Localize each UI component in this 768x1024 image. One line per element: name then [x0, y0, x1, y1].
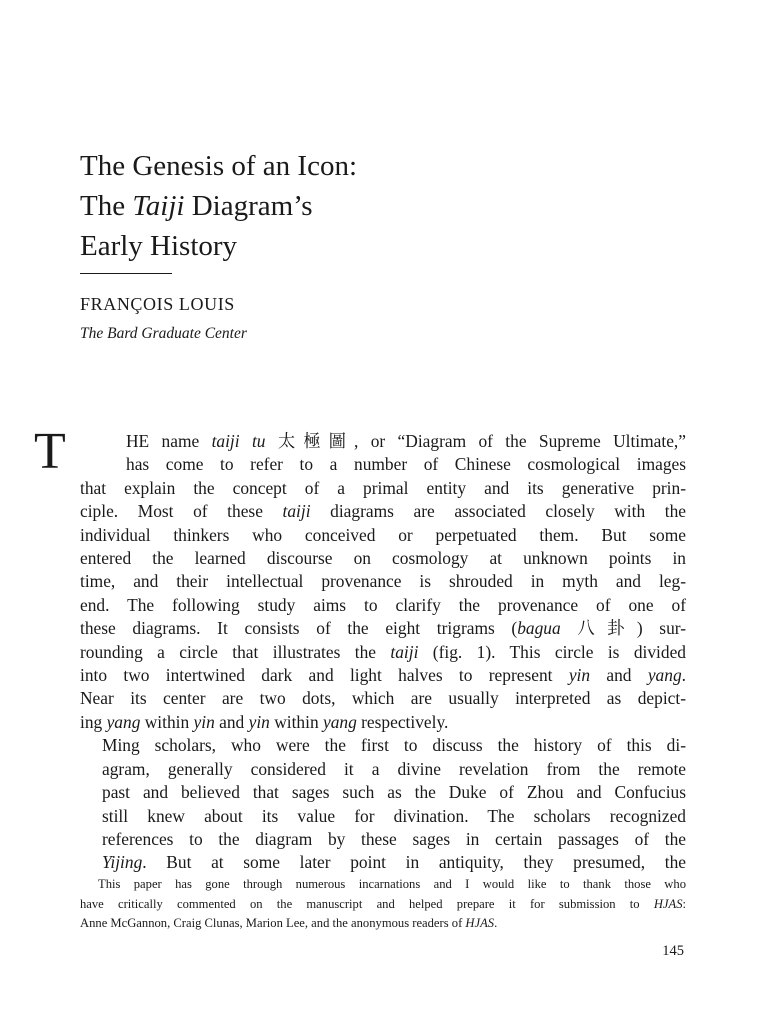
text-run: within [269, 711, 323, 732]
title-line-2-pre: The [80, 190, 133, 222]
footnote-line-2 [80, 895, 686, 915]
italic-term: HJAS [465, 916, 495, 930]
author-affiliation: The Bard Graduate Center [80, 325, 247, 342]
italic-term: bagua [517, 618, 561, 639]
p1-line-2 [126, 453, 686, 476]
text-run: past and believed that sages such as the Duke of Zhou and Confucius [102, 782, 686, 803]
text-run: 八卦) sur- [560, 618, 686, 639]
page-number: 145 [662, 943, 684, 959]
text-run: diagrams are associated closely with the [310, 501, 686, 522]
text-run: HE name [126, 431, 212, 451]
text-run: these diagrams. It consists of the eight trigrams ( [80, 618, 518, 639]
italic-term: yang [106, 711, 141, 732]
italic-term: taiji [390, 641, 419, 662]
italic-term: yang [647, 665, 682, 686]
italic-term: yin [193, 711, 215, 732]
text-run: . But at some later point in antiquity, they presumed, the [142, 852, 686, 873]
p1-line-7 [80, 570, 686, 593]
text-run: and [590, 665, 648, 686]
italic-term: HJAS [653, 896, 683, 911]
p2-line-2 [80, 758, 686, 781]
text-run: time, and their intellectual provenance is shrouded in myth and leg- [80, 571, 686, 592]
paragraph-2 [80, 734, 686, 874]
italic-term: yin [248, 711, 270, 732]
p1-line-5 [80, 524, 686, 547]
p1-line-11 [80, 664, 686, 687]
text-run: entered the learned discourse on cosmology at unknown points in [80, 548, 686, 569]
p1-line-10 [80, 641, 686, 664]
author-name: FRANÇOIS LOUIS [80, 294, 235, 314]
italic-term: yin [568, 665, 591, 686]
text-run: respectively. [356, 711, 449, 732]
text-run: references to the diagram by these sages in certain passages of the [102, 828, 686, 849]
p1-line-13 [80, 711, 686, 734]
italic-term: taiji tu [211, 431, 266, 451]
p1-line-12 [80, 687, 686, 710]
p1-line-1 [126, 430, 686, 453]
p2-line-4 [80, 805, 686, 828]
text-run: have critically commented on the manuscript and helped prepare it for submission to [80, 896, 654, 911]
text-run: 太極圖, or “Diagram of the Supreme Ultimate,” [265, 431, 686, 451]
p2-line-5 [80, 828, 686, 851]
text-run: individual thinkers who conceived or perpetuated them. But some [80, 524, 686, 545]
article-body [34, 423, 687, 875]
p1-line-9 [80, 617, 686, 640]
text-run: . [681, 665, 686, 686]
text-run: ing [80, 711, 107, 732]
footnote [80, 875, 686, 934]
text-run: that explain the concept of a primal entity and its generative prin- [80, 477, 686, 498]
italic-term: Yijing [102, 852, 143, 873]
text-run: : [682, 896, 686, 911]
text-run: into two intertwined dark and light halves to represent [80, 665, 569, 686]
text-run: Anne McGannon, Craig Clunas, Marion Lee, and the anonymous readers of [80, 916, 466, 930]
title-line-1: The Genesis of an Icon: [80, 150, 358, 182]
article-title [80, 146, 680, 266]
paragraph-1 [34, 423, 687, 734]
text-run: has come to refer to a number of Chinese cosmological images [126, 454, 686, 475]
text-run: agram, generally considered it a divine revelation from the remote [102, 758, 686, 779]
title-line-2-italic: Taiji [132, 190, 185, 222]
p2-line-1 [80, 734, 686, 757]
title-line-3: Early History [80, 230, 238, 262]
p2-line-3 [80, 781, 686, 804]
title-line-2-post: Diagram’s [184, 190, 313, 222]
footnote-line-3 [80, 914, 686, 934]
text-run: still knew about its value for divination. The scholars recognized [102, 805, 686, 826]
p1-line-6 [80, 547, 686, 570]
text-run: Ming scholars, who were the first to discuss the history of this di- [102, 735, 686, 756]
text-run: . [494, 916, 498, 930]
p2-line-6 [80, 851, 686, 874]
italic-term: yang [322, 711, 357, 732]
text-run: within [140, 711, 194, 732]
title-line-2 [80, 186, 680, 226]
italic-term: taiji [282, 501, 311, 522]
text-run: rounding a circle that illustrates the [80, 641, 391, 662]
p1-line-3 [80, 477, 686, 500]
text-run: (fig. 1). This circle is divided [418, 641, 687, 662]
text-run: Near its center are two dots, which are usually interpreted as depict- [80, 688, 686, 709]
text-run: end. The following study aims to clarify the provenance of one of [80, 594, 686, 615]
text-run: and [214, 711, 249, 732]
drop-cap: T [34, 423, 66, 480]
p1-line-8 [80, 594, 686, 617]
title-rule [80, 273, 172, 274]
footnote-line-1 [80, 875, 686, 895]
text-run: ciple. Most of these [80, 501, 283, 522]
text-run: This paper has gone through numerous incarnations and I would like to thank those who [98, 877, 686, 891]
p1-line-4 [80, 500, 686, 523]
